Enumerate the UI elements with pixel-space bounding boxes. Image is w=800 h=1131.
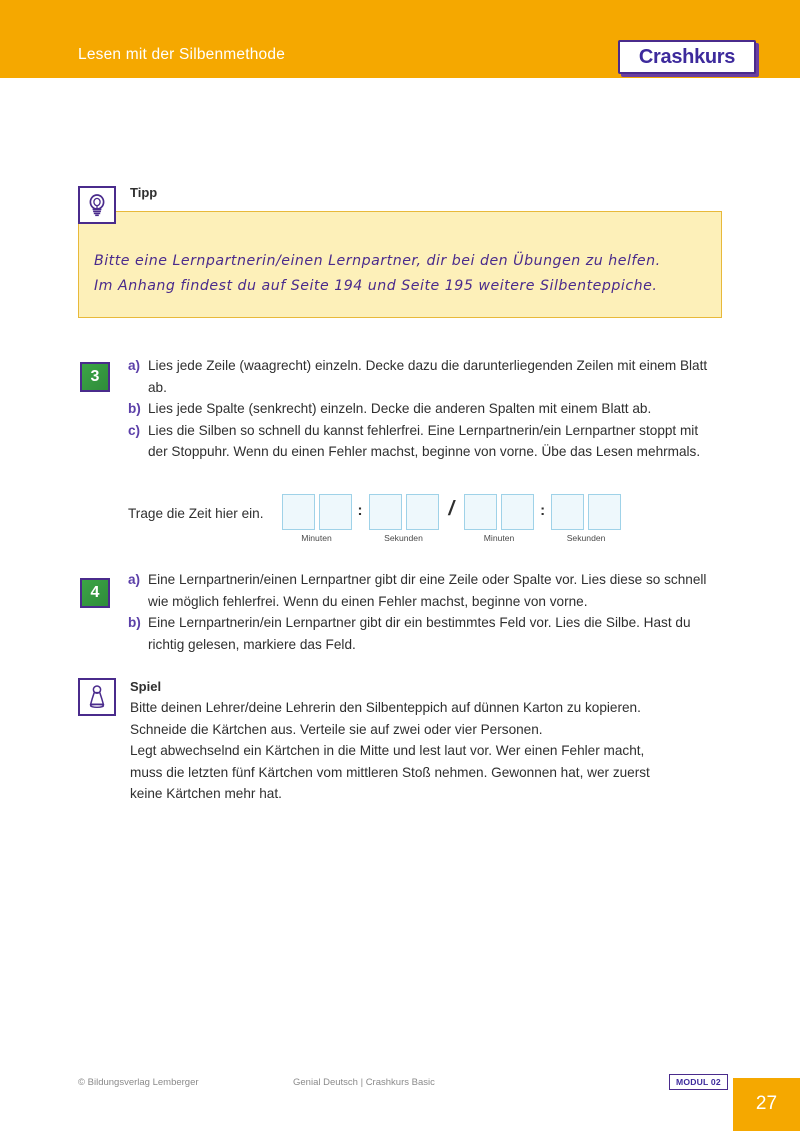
spiel-icon-container xyxy=(78,678,116,716)
page-title: Lesen mit der Silbenmethode xyxy=(78,46,286,63)
time-input-box[interactable] xyxy=(319,494,352,530)
time-input-box[interactable] xyxy=(588,494,621,530)
time-caption: Sekunden xyxy=(384,533,423,543)
time-caption: Minuten xyxy=(483,533,515,543)
item-text: Lies jede Spalte (senkrecht) einzeln. Decke die anderen Spalten mit einem Blatt ab. xyxy=(148,401,652,416)
time-input-box[interactable] xyxy=(501,494,534,530)
time-entry-row xyxy=(128,494,621,543)
tipp-label: Tipp xyxy=(130,185,158,200)
spiel-text xyxy=(130,697,730,805)
time-separator: : xyxy=(357,502,363,519)
list-item xyxy=(128,612,718,655)
tipp-line-1: Bitte eine Lernpartnerin/einen Lernpartner, dir bei den Übungen zu helfen. xyxy=(94,253,661,269)
item-marker: a) xyxy=(128,572,141,587)
exercise-4-number-badge: 4 xyxy=(80,578,110,608)
time-separator: : xyxy=(540,502,546,519)
time-group-minuten-1 xyxy=(282,494,352,543)
item-marker: b) xyxy=(128,615,141,630)
item-marker: c) xyxy=(128,422,141,438)
spiel-label: Spiel xyxy=(130,679,162,694)
item-text: Lies jede Zeile (waagrecht) einzeln. Decke dazu die darunterliegenden Zeilen mit einem Blatt ab. xyxy=(148,358,708,395)
time-input-box[interactable] xyxy=(282,494,315,530)
list-item xyxy=(128,398,718,420)
item-text: Eine Lernpartnerin/einen Lernpartner gibt dir eine Zeile oder Spalte vor. Lies diese so schnell wie möglich fehlerfrei. Wenn du einen Fehler machst, beginne von vorne. xyxy=(148,572,707,609)
logo-face xyxy=(618,40,756,74)
time-group-minuten-2 xyxy=(464,494,534,543)
footer-copyright: © Bildungsverlag Lemberger xyxy=(78,1077,199,1088)
spiel-line-5: keine Kärtchen mehr hat. xyxy=(130,786,282,801)
spiel-line-3: Legt abwechselnd ein Kärtchen in die Mitte und lest laut vor. Wer einen Fehler macht, xyxy=(130,743,645,758)
time-input-box[interactable] xyxy=(406,494,439,530)
list-item xyxy=(128,420,718,463)
item-text: Eine Lernpartnerin/ein Lernpartner gibt dir ein bestimmtes Feld vor. Lies die Silbe. Hast du richtig gelesen, markiere das Feld. xyxy=(148,615,691,652)
tipp-line-2: Im Anhang findest du auf Seite 194 und Seite 195 weitere Silbenteppiche. xyxy=(94,278,658,294)
time-boxes xyxy=(282,494,352,530)
crashkurs-logo xyxy=(618,40,756,74)
time-boxes xyxy=(551,494,621,530)
time-input-box[interactable] xyxy=(551,494,584,530)
item-text: Lies die Silben so schnell du kannst fehlerfrei. Eine Lernpartnerin/ein Lernpartner stoppt mit der Stoppuhr. Wenn du einen Fehler machst, beginne von vorne. Übe das Lesen mehrmals. xyxy=(148,422,701,459)
module-badge: MODUL 02 xyxy=(669,1074,728,1090)
spiel-line-2: Schneide die Kärtchen aus. Verteile sie auf zwei oder vier Personen. xyxy=(130,721,543,737)
item-marker: a) xyxy=(128,358,141,373)
time-input-box[interactable] xyxy=(464,494,497,530)
chess-pawn-icon xyxy=(87,684,107,710)
tipp-icon-container xyxy=(78,186,116,224)
item-marker: b) xyxy=(128,401,141,416)
time-entry-label: Trage die Zeit hier ein. xyxy=(128,506,264,521)
list-item xyxy=(128,355,718,398)
time-boxes xyxy=(369,494,439,530)
footer-series-title: Genial Deutsch | Crashkurs Basic xyxy=(293,1077,435,1088)
time-input-box[interactable] xyxy=(369,494,402,530)
spiel-line-1: Bitte deinen Lehrer/deine Lehrerin den Silbenteppich auf dünnen Karton zu kopieren. xyxy=(130,700,641,715)
exercise-3-number-badge: 3 xyxy=(80,362,110,392)
spiel-line-4: muss die letzten fünf Kärtchen vom mittleren Stoß nehmen. Gewonnen hat, wer zuerst xyxy=(130,764,650,780)
lightbulb-icon xyxy=(86,193,108,217)
time-boxes xyxy=(464,494,534,530)
exercise-4-list xyxy=(128,569,718,655)
time-group-sekunden-2 xyxy=(551,494,621,543)
exercise-3-list xyxy=(128,355,718,463)
time-caption: Sekunden xyxy=(566,533,606,543)
time-group-sekunden-1 xyxy=(369,494,439,543)
time-caption: Minuten xyxy=(301,533,332,543)
time-divider: / xyxy=(448,498,455,520)
page-number: 27 xyxy=(755,1093,778,1114)
list-item xyxy=(128,569,718,612)
tipp-text xyxy=(94,249,714,299)
logo-text: Crashkurs xyxy=(638,45,736,68)
